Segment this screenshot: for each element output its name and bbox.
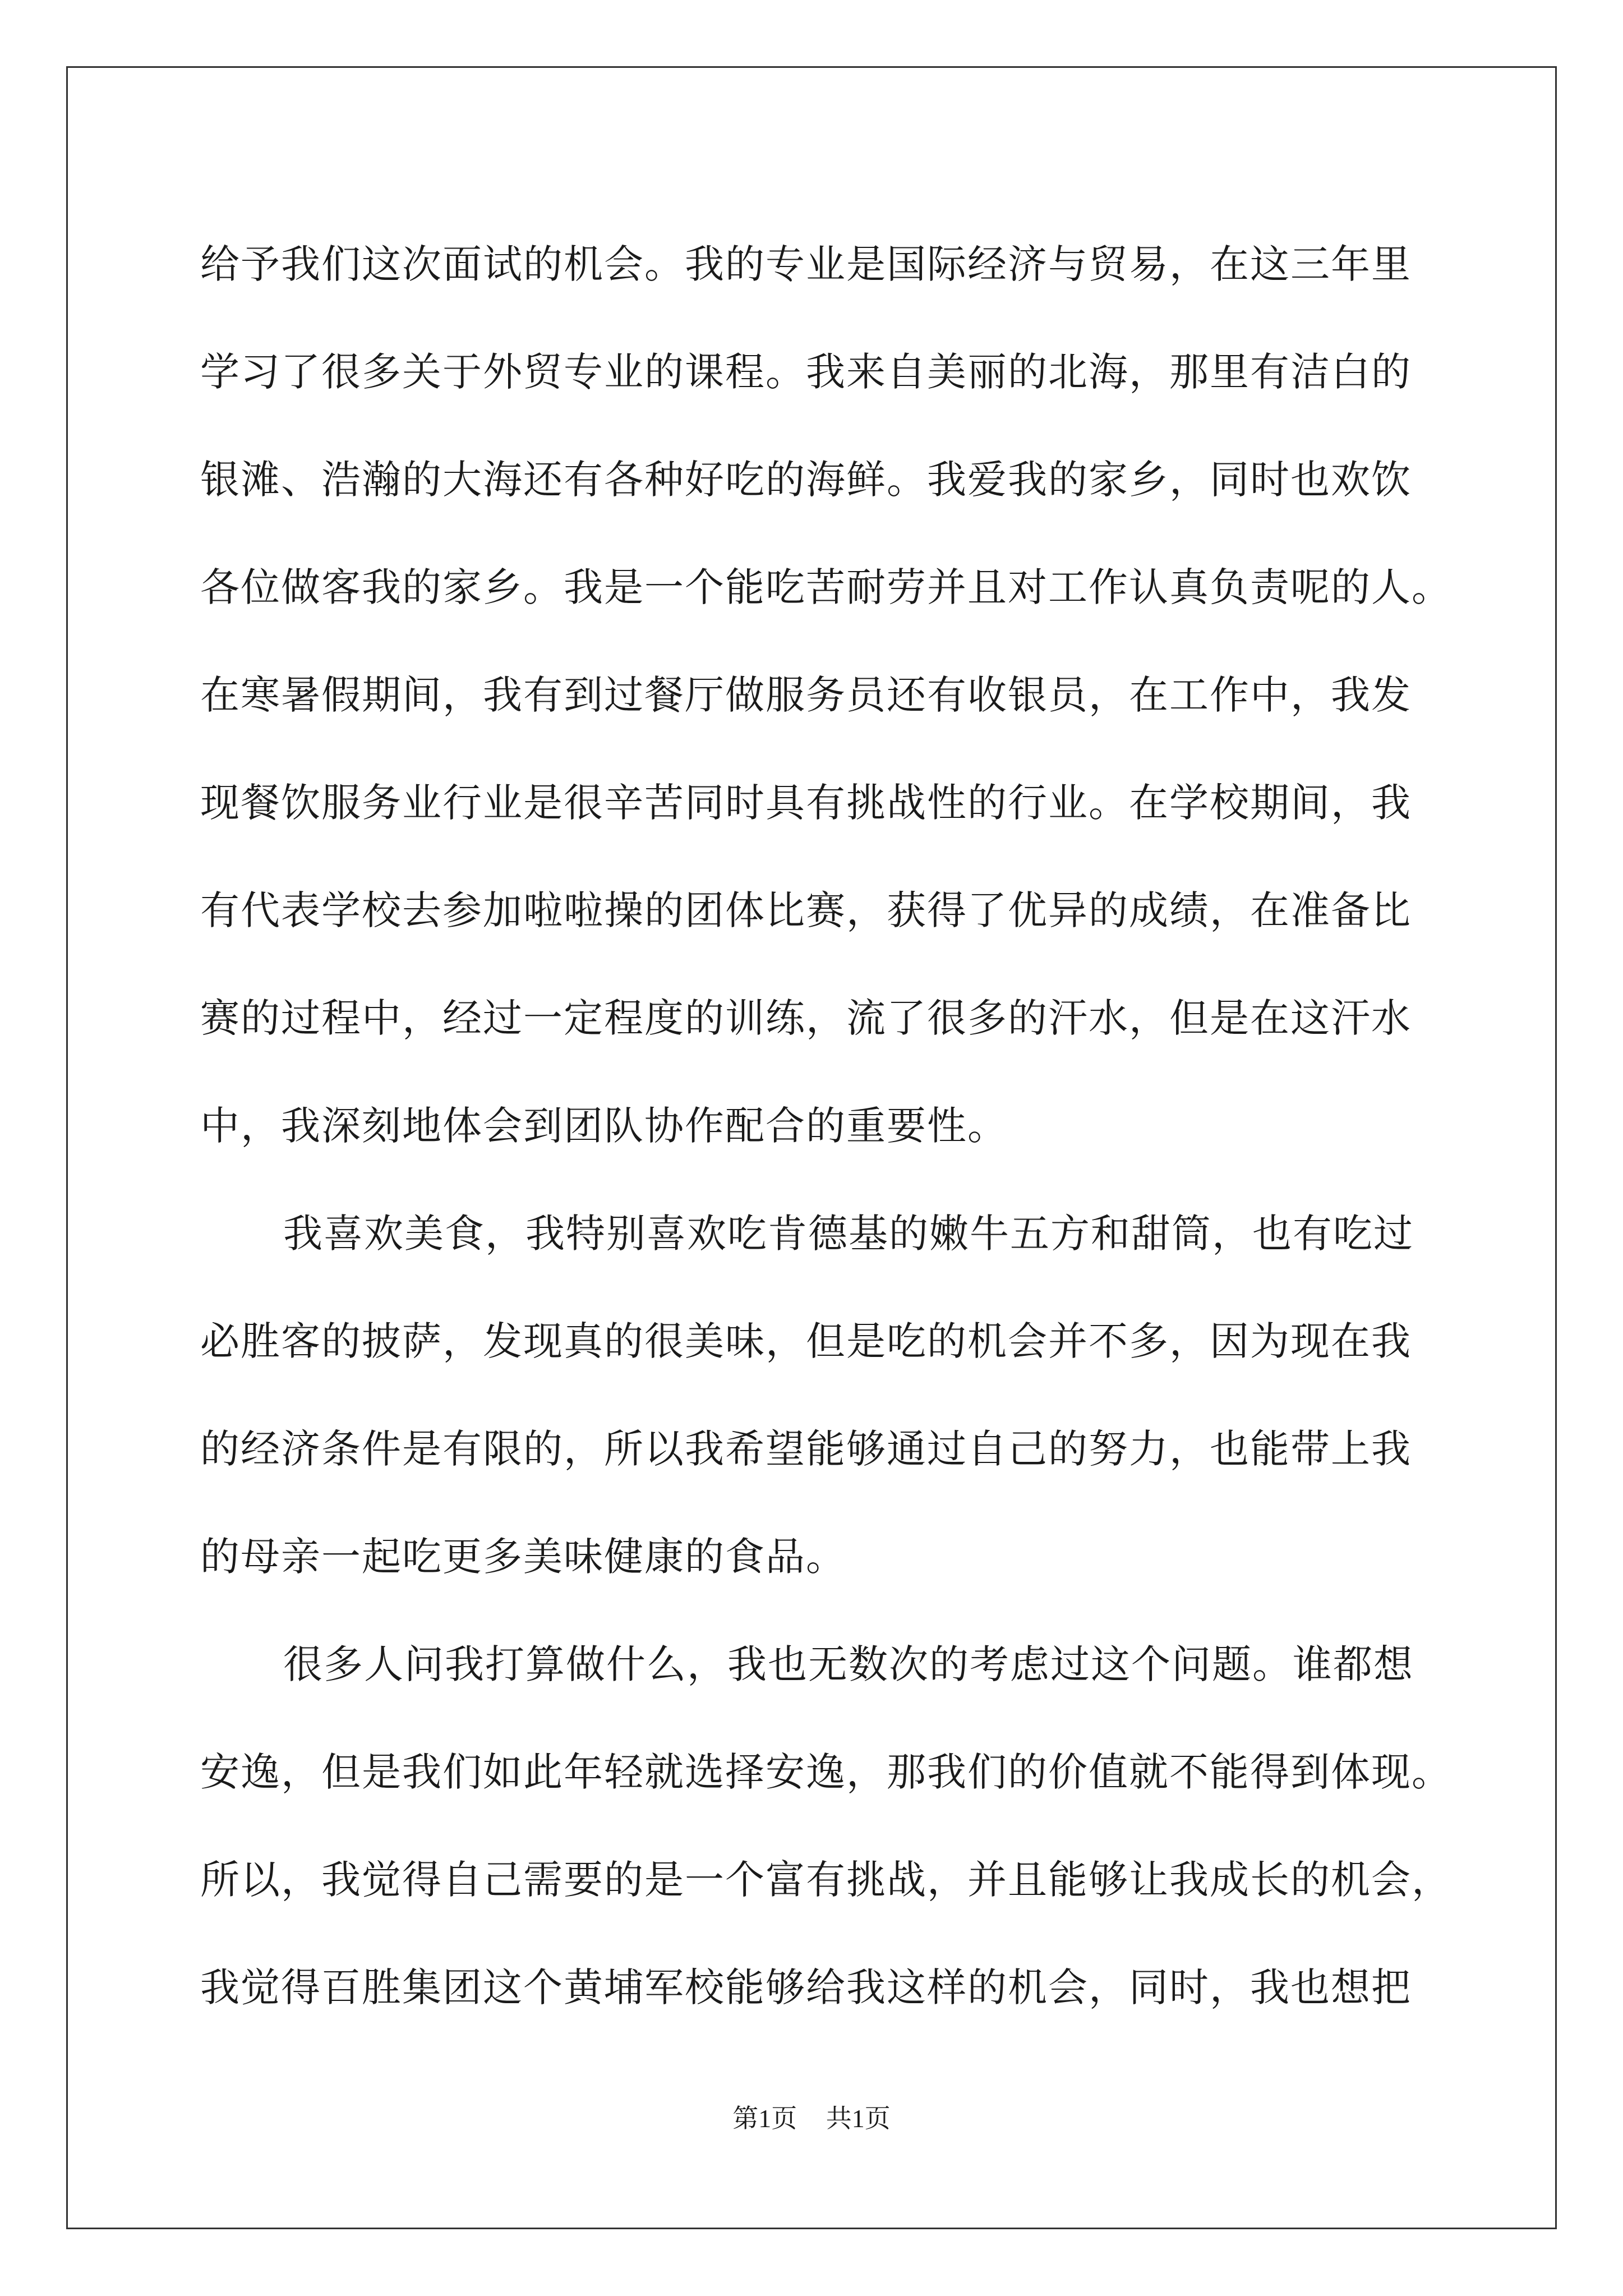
paragraph-start-line: 我喜欢美食，我特别喜欢吃肯德基的嫩牛五方和甜筒，也有吃过: [283, 1211, 1414, 1257]
page-footer: [0, 2098, 1623, 2135]
text-line: 必胜客的披萨，发现真的很美味，但是吃的机会并不多，因为现在我: [200, 1318, 1412, 1364]
text-line: 学习了很多关于外贸专业的课程。我来自美丽的北海，那里有洁白的: [200, 349, 1412, 395]
text-line: 给予我们这次面试的机会。我的专业是国际经济与贸易，在这三年里: [200, 241, 1412, 287]
text-line: 中，我深刻地体会到团队协作配合的重要性。: [200, 1103, 1008, 1149]
text-line: 在寒暑假期间，我有到过餐厅做服务员还有收银员，在工作中，我发: [200, 672, 1412, 718]
text-line: 赛的过程中，经过一定程度的训练，流了很多的汗水，但是在这汗水: [200, 995, 1412, 1041]
document-body: [200, 210, 1452, 2041]
text-line: 各位做客我的家乡。我是一个能吃苦耐劳并且对工作认真负责呢的人。: [200, 564, 1452, 610]
text-line: 我觉得百胜集团这个黄埔军校能够给我这样的机会，同时，我也想把: [200, 1964, 1412, 2010]
page-number-current: 第1页: [732, 2104, 797, 2133]
text-line: 银滩、浩瀚的大海还有各种好吃的海鲜。我爱我的家乡，同时也欢饮: [200, 457, 1412, 503]
text-line: 的母亲一起吃更多美味健康的食品。: [200, 1534, 846, 1580]
text-line: 的经济条件是有限的，所以我希望能够通过自己的努力，也能带上我: [200, 1426, 1412, 1472]
paragraph-start-line: 很多人问我打算做什么，我也无数次的考虑过这个问题。谁都想: [283, 1641, 1414, 1687]
text-line: 现餐饮服务业行业是很辛苦同时具有挑战性的行业。在学校期间，我: [200, 780, 1412, 826]
text-line: 所以，我觉得自己需要的是一个富有挑战，并且能够让我成长的机会，: [200, 1857, 1452, 1903]
text-line: 安逸，但是我们如此年轻就选择安逸，那我们的价值就不能得到体现。: [200, 1749, 1452, 1795]
text-line: 有代表学校去参加啦啦操的团体比赛，获得了优异的成绩，在准备比: [200, 887, 1412, 933]
page-number-total: 共1页: [826, 2104, 891, 2133]
